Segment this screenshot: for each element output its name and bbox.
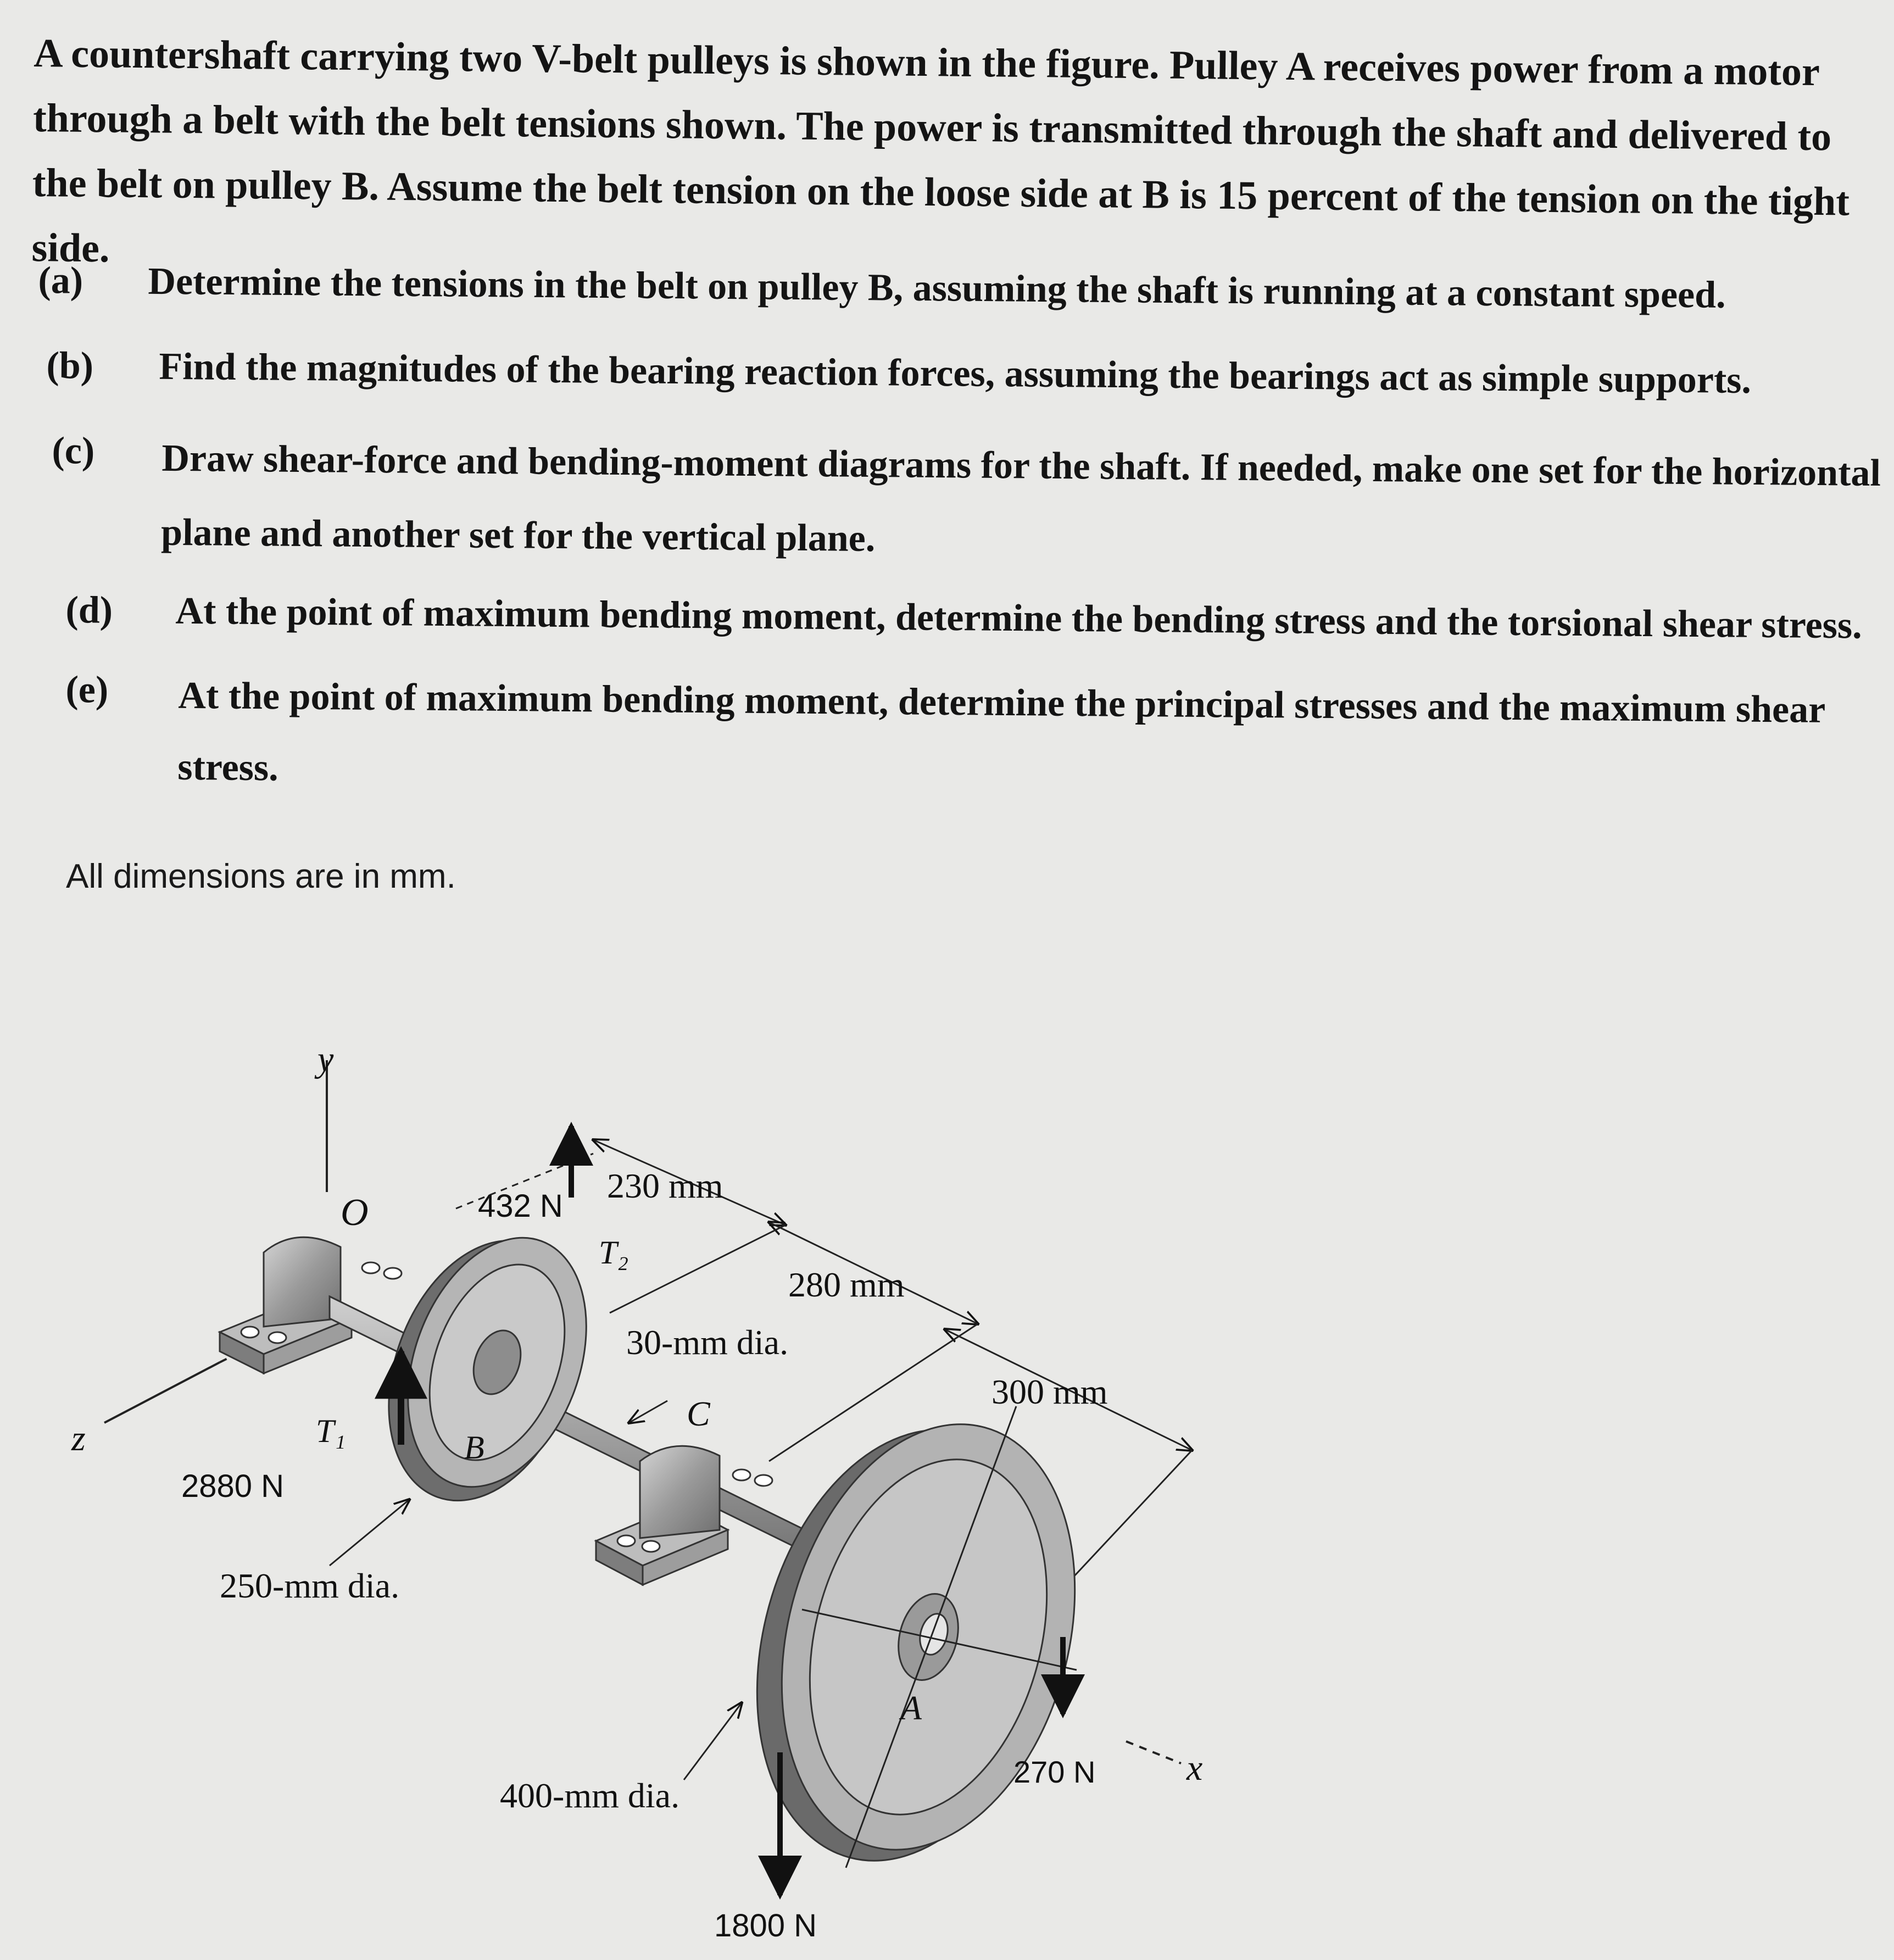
dimension-230-label: 230 mm xyxy=(607,1166,723,1205)
pulley-a xyxy=(711,1391,1119,1894)
force-432-label: 432 N xyxy=(478,1188,563,1224)
pulley-a-label: A xyxy=(901,1690,922,1727)
x-axis-line xyxy=(1126,1741,1181,1763)
question-b-label: (b) xyxy=(46,344,94,387)
pulley-b-diameter-label: 250-mm dia. xyxy=(220,1566,400,1605)
dimension-280-label: 280 mm xyxy=(788,1265,905,1304)
question-c-text: Draw shear-force and bending-moment diagrams for the shaft. If needed, make one set for the horizontal plane and another set for the vertical plane. xyxy=(160,437,1881,560)
dimensions-note: All dimensions are in mm. xyxy=(66,858,456,895)
bearing-c xyxy=(596,1394,772,1585)
problem-statement: A countershaft carrying two V-belt pulleys is shown in the figure. Pulley A receives power from a motor through a belt with the belt tensions shown. The power is transmitted through the shaft and delivered to the belt on pulley B. Assume the belt tension on the loose side at B is 15 percent of the tension on the tight side. xyxy=(31,30,1850,271)
force-1800-label: 1800 N xyxy=(714,1908,817,1944)
leader-30 xyxy=(629,1401,667,1423)
origin-label: O xyxy=(341,1191,369,1234)
question-a-label: (a) xyxy=(38,259,83,302)
bearing-c-label: C xyxy=(687,1394,710,1433)
question-b-text: Find the magnitudes of the bearing reaction forces, assuming the bearings act as simple supports. xyxy=(159,345,1752,402)
pulley-b-label: B xyxy=(464,1429,484,1466)
shaft-diameter-label: 30-mm dia. xyxy=(626,1323,789,1362)
dimension-300-label: 300 mm xyxy=(991,1372,1108,1411)
question-d-label: (d) xyxy=(65,588,113,632)
t1-label: T₁ xyxy=(316,1413,346,1449)
question-d-text: At the point of maximum bending moment, determine the bending stress and the torsional shear stress. xyxy=(175,589,1863,647)
force-2880-label: 2880 N xyxy=(181,1468,285,1504)
force-270-label: 270 N xyxy=(1013,1755,1096,1789)
z-axis-label: z xyxy=(71,1418,86,1458)
question-a-text: Determine the tensions in the belt on pulley B, assuming the shaft is running at a constant speed. xyxy=(148,260,1726,316)
extension-line-1 xyxy=(610,1225,786,1313)
z-axis-line xyxy=(104,1362,220,1423)
pulley-b xyxy=(355,1213,619,1527)
question-e-text: At the point of maximum bending moment, determine the principal stresses and the maximum shear stress. xyxy=(177,674,1825,789)
leader-250 xyxy=(330,1500,409,1566)
leader-400 xyxy=(684,1703,742,1780)
y-axis-label: y xyxy=(317,1039,334,1079)
t2-label: T₂ xyxy=(599,1234,629,1271)
countershaft-figure xyxy=(0,989,1894,1960)
question-c-label: (c) xyxy=(52,429,95,472)
bearing-o xyxy=(220,1237,402,1373)
x-axis-label: x xyxy=(1186,1748,1203,1788)
pulley-a-diameter-label: 400-mm dia. xyxy=(500,1776,680,1815)
question-e-label: (e) xyxy=(65,668,109,711)
